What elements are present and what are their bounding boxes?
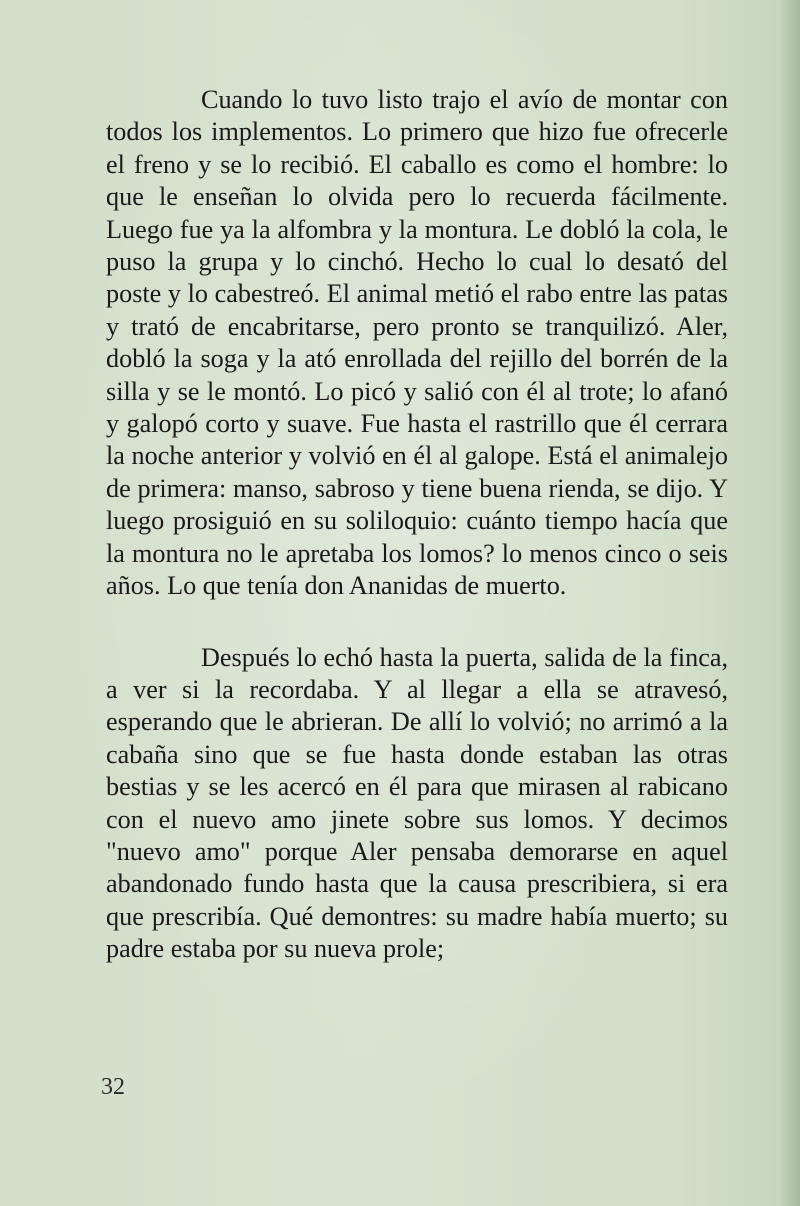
paragraph-2: Después lo echó hasta la puerta, salida de la finca, a ver si la recordaba. Y al llegar a ella se atravesó, esperando que le abrieran. De allí lo volvió; no arrimó a la cabaña sino que se fue hasta donde estaban las otras bestias y se les acercó en él para que mirasen al rabicano con el nuevo amo jinete sobre sus lomos. Y decimos "nuevo amo" porque Aler pensaba demorarse en aquel abandonado fundo hasta que la causa prescribiera, si era que prescribía. Qué demontres: su madre había muerto; su padre estaba por su nueva prole;: [106, 642, 728, 964]
page-number: 32: [101, 1074, 125, 1100]
body-text: [106, 84, 728, 966]
paragraph-1: Cuando lo tuvo listo trajo el avío de montar con todos los implementos. Lo primero que hizo fue ofrecerle el freno y se lo recibió. El caballo es como el hombre: lo que le enseñan lo olvida pero lo recuerda fácilmente. Luego fue ya la alfombra y la montura. Le dobló la cola, le puso la grupa y lo cinchó. Hecho lo cual lo desató del poste y lo cabestreó. El animal metió el rabo entre las patas y trató de encabritarse, pero pronto se tranquilizó. Aler, dobló la soga y la ató enrollada del rejillo del borrén de la silla y se le montó. Lo picó y salió con él al trote; lo afanó y galopó corto y suave. Fue hasta el rastrillo que él cerrara la noche anterior y volvió en él al galope. Está el animalejo de primera: manso, sabroso y tiene buena rienda, se dijo. Y luego prosiguió en su soliloquio: cuánto tiempo hacía que la montura no le apretaba los lomos? lo menos cinco o seis años. Lo que tenía don Ananidas de muerto.: [106, 85, 728, 601]
